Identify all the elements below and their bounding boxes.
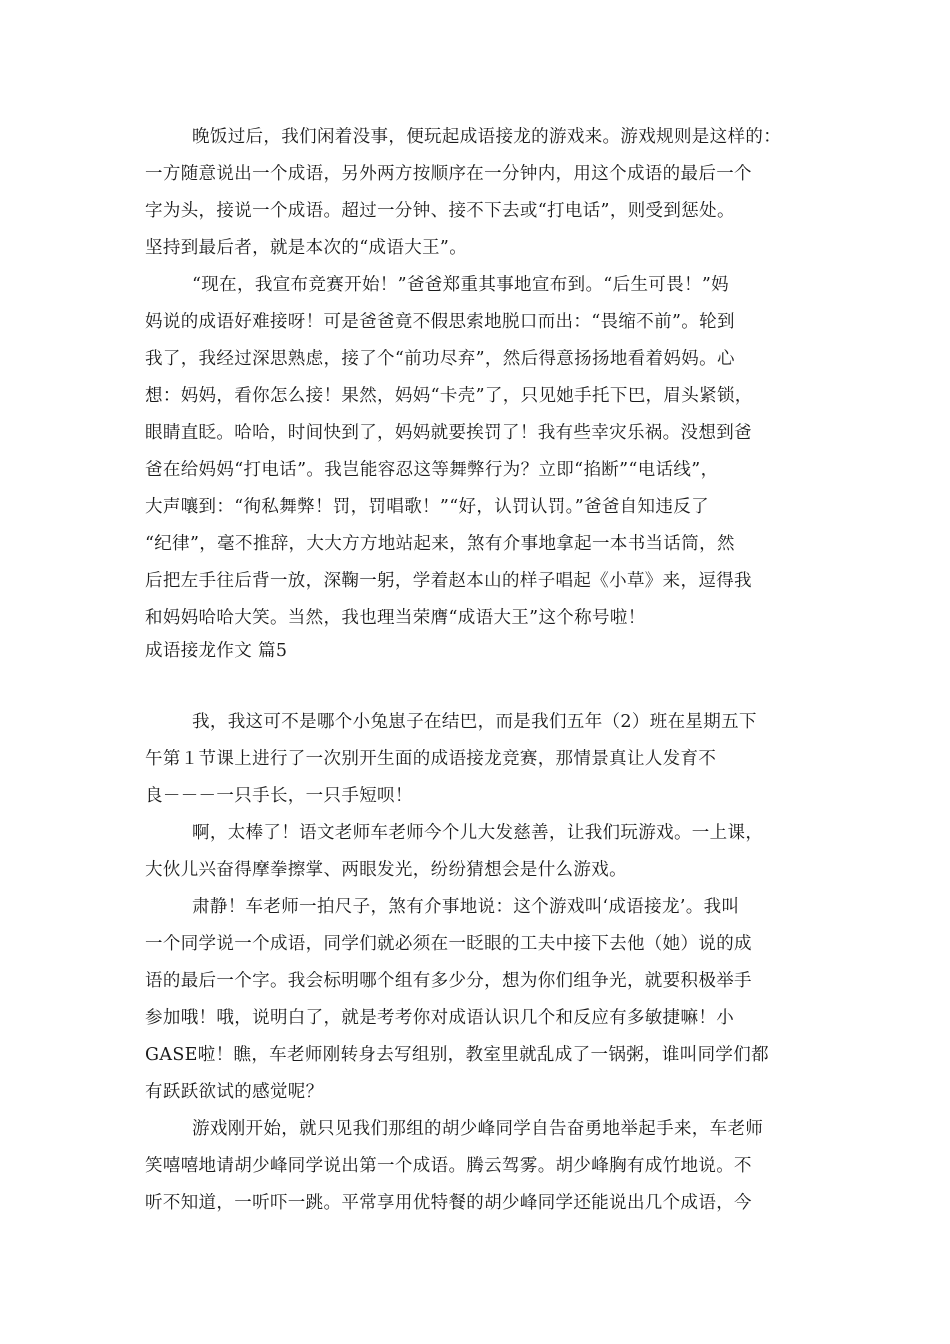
text-line: 大声嚷到：“徇私舞弊！罚，罚唱歌！”“好，认罚认罚。”爸爸自知违反了 [145, 497, 709, 517]
text-line: 字为头，接说一个成语。超过一分钟、接不下去或“打电话”，则受到惩处。 [145, 201, 735, 221]
text-line: 妈说的成语好难接呀！可是爸爸竟不假思索地脱口而出：“畏缩不前”。轮到 [145, 312, 735, 332]
text-line: 爸在给妈妈“打电话”。我岂能容忍这等舞弊行为？立即“掐断”“电话线”， [145, 460, 719, 480]
text-line: 参加哦！哦，说明白了，就是考考你对成语认识几个和反应有多敏捷嘛！小 [145, 1008, 735, 1028]
text-line: “纪律”，毫不推辞，大大方方地站起来，煞有介事地拿起一本书当话筒，然 [145, 534, 735, 554]
text-line: 一方随意说出一个成语，另外两方按顺序在一分钟内，用这个成语的最后一个 [145, 164, 752, 184]
text-line: 听不知道，一听吓一跳。平常享用优特餐的胡少峰同学还能说出几个成语，今 [145, 1193, 752, 1213]
text-line: 午第１节课上进行了一次别开生面的成语接龙竞赛，那情景真让人发育不 [145, 749, 717, 769]
text-line: 有跃跃欲试的感觉呢？ [145, 1082, 324, 1102]
text-line: 肃静！车老师一拍尺子，煞有介事地说：这个游戏叫‘成语接龙’。我叫 [192, 897, 740, 917]
text-line: 我了，我经过深思熟虑，接了个“前功尽弃”，然后得意扬扬地看着妈妈。心 [145, 349, 735, 369]
text-line: 良－－－一只手长，一只手短呗！ [145, 786, 413, 806]
text-line: 一个同学说一个成语，同学们就必须在一眨眼的工夫中接下去他（她）说的成 [145, 934, 752, 954]
text-line: 坚持到最后者，就是本次的“成语大王”。 [145, 238, 468, 258]
text-line: 晚饭过后，我们闲着没事，便玩起成语接龙的游戏来。游戏规则是这样的： [192, 127, 782, 147]
text-line: 笑嘻嘻地请胡少峰同学说出第一个成语。腾云驾雾。胡少峰胸有成竹地说。不 [145, 1156, 752, 1176]
text-line: 语的最后一个字。我会标明哪个组有多少分，想为你们组争光，就要积极举手 [145, 971, 752, 991]
text-line: 想：妈妈，看你怎么接！果然，妈妈“卡壳”了，只见她手托下巴，眉头紧锁， [145, 386, 753, 406]
text-line: 游戏刚开始，就只见我们那组的胡少峰同学自告奋勇地举起手来，车老师 [192, 1119, 764, 1139]
text-line: 大伙儿兴奋得摩拳擦掌、两眼发光，纷纷猜想会是什么游戏。 [145, 860, 627, 880]
text-line: 我，我这可不是哪个小兔崽子在结巴，而是我们五年（2）班在星期五下 [192, 712, 757, 732]
text-line: 眼睛直眨。哈哈，时间快到了，妈妈就要挨罚了！我有些幸灾乐祸。没想到爸 [145, 423, 752, 443]
text-line: 啊，太棒了！语文老师车老师今个儿大发慈善，让我们玩游戏。一上课， [192, 823, 764, 843]
text-line: GASE啦！瞧，车老师刚转身去写组别，教室里就乱成了一锅粥，谁叫同学们都 [145, 1045, 769, 1065]
text-line: 后把左手往后背一放，深鞠一躬，学着赵本山的样子唱起《小草》来，逗得我 [145, 571, 752, 591]
text-line: “现在，我宣布竞赛开始！”爸爸郑重其事地宣布到。“后生可畏！”妈 [192, 275, 729, 295]
section-heading: 成语接龙作文 篇5 [145, 641, 288, 661]
text-line: 和妈妈哈哈大笑。当然，我也理当荣膺“成语大王”这个称号啦！ [145, 608, 646, 628]
